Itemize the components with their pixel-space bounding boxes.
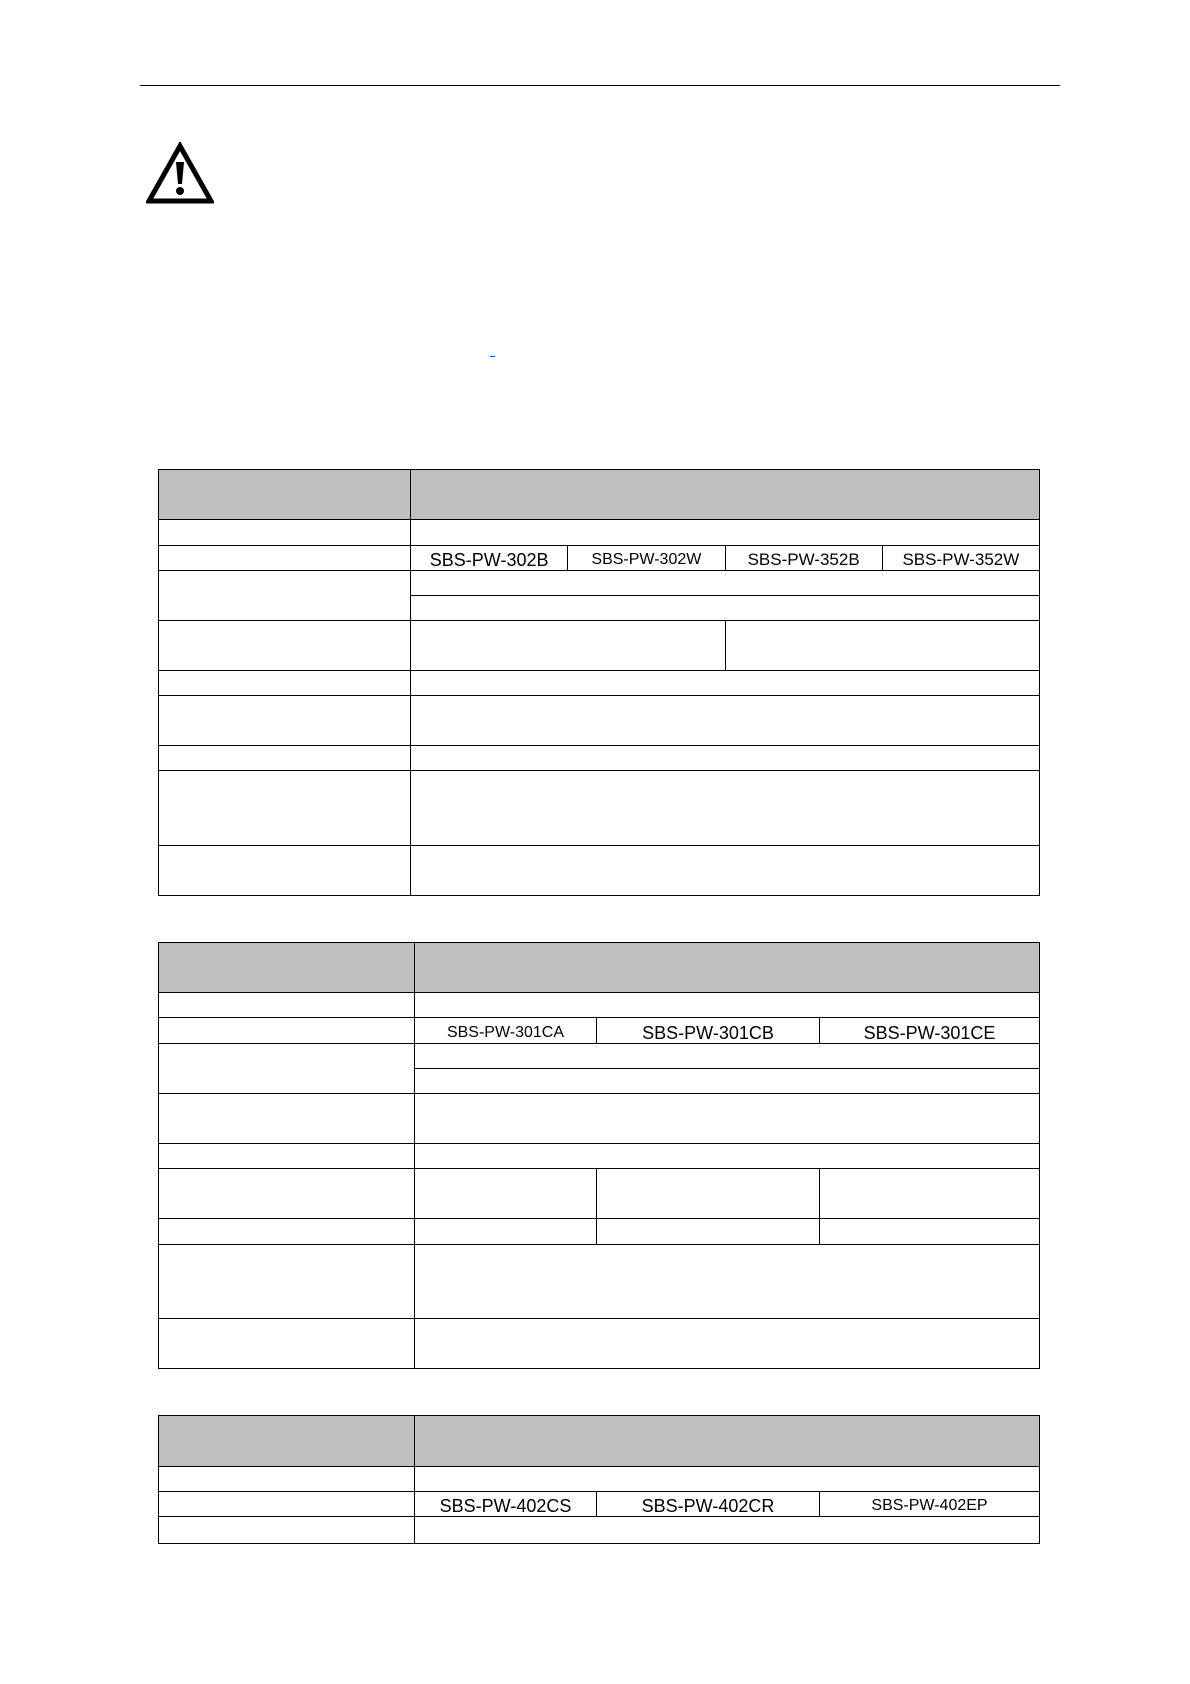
model-cell: SBS-PW-352W bbox=[882, 546, 1039, 571]
header-cell bbox=[411, 470, 1040, 520]
header-cell bbox=[159, 943, 415, 993]
warning-triangle-icon bbox=[146, 142, 214, 204]
model-cell: SBS-PW-301CE bbox=[820, 1018, 1040, 1044]
header-cell bbox=[159, 1416, 415, 1467]
header-cell bbox=[415, 943, 1040, 993]
model-cell: SBS-PW-302B bbox=[411, 546, 568, 571]
spec-table-3 bbox=[158, 1415, 1040, 1544]
model-cell: SBS-PW-402CS bbox=[415, 1492, 597, 1517]
model-cell: SBS-PW-301CA bbox=[415, 1018, 597, 1044]
link-mark bbox=[490, 356, 495, 357]
model-cell: SBS-PW-352B bbox=[725, 546, 882, 571]
spec-table-1 bbox=[158, 469, 1040, 896]
spec-table-2 bbox=[158, 942, 1040, 1369]
header-cell bbox=[415, 1416, 1040, 1467]
model-cell: SBS-PW-402EP bbox=[820, 1492, 1040, 1517]
header-cell bbox=[159, 470, 411, 520]
header-rule bbox=[140, 85, 1060, 86]
model-cell: SBS-PW-301CB bbox=[597, 1018, 820, 1044]
model-cell: SBS-PW-302W bbox=[568, 546, 725, 571]
model-cell: SBS-PW-402CR bbox=[597, 1492, 820, 1517]
